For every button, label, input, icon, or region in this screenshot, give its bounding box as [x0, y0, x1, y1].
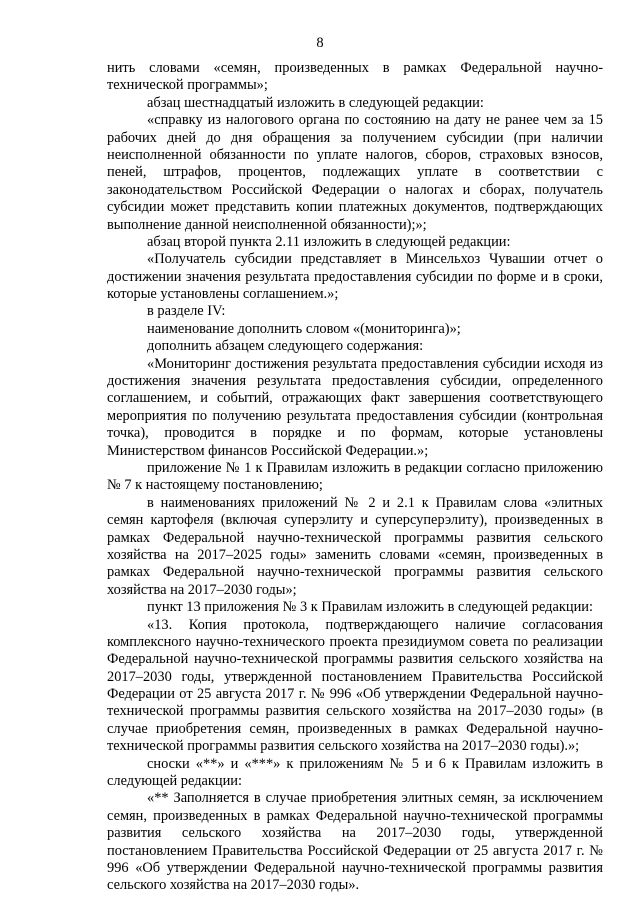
- paragraph: «Получатель субсидии представляет в Минсельхоз Чувашии отчет о достижении значения результата предоставления субсидии по форме и в сроки, которые установлены соглашением.»;: [107, 251, 603, 303]
- paragraph: в наименованиях приложений № 2 и 2.1 к Правилам слова «элитных семян картофеля (включая суперэлиту и суперсуперэлиту), произведенных в рамках Федеральной научно-технической программы развития сельского хозяйства на 2017–2025 годы» заменить словами «семян, произведенных в рамках Федеральной научно-технической программы развития сельского хозяйства на 2017–2030 годы»;: [107, 494, 603, 598]
- paragraph: «Мониторинг достижения результата предоставления субсидии исходя из достижения значения результата предоставления субсидии, определенного соглашением, и событий, отражающих факт завершения соответствующего мероприятия по получению результата предоставления субсидии (контрольная точка), проводится в порядке и по формам, которые установлены Министерством финансов Российской Федерации.»;: [107, 355, 603, 459]
- document-body: [107, 60, 603, 895]
- paragraph: приложение № 1 к Правилам изложить в редакции согласно приложению № 7 к настоящему постановлению;: [107, 459, 603, 494]
- paragraph: дополнить абзацем следующего содержания:: [147, 338, 424, 355]
- page-number: 8: [316, 35, 324, 51]
- paragraph: наименование дополнить словом «(мониторинга)»;: [147, 320, 461, 337]
- paragraph: «** Заполняется в случае приобретения элитных семян, за исключением семян, произведенных в рамках Федеральной научно-технической программы развития сельского хозяйства на 2017–2030 годы, утвержденной постановлением Правительства Российской Федерации от 25 августа 2017 г. № 996 «Об утверждении Федеральной научно-технической программы развития сельского хозяйства на 2017–2030 годы».: [107, 790, 603, 894]
- paragraph: в разделе IV:: [147, 303, 226, 320]
- paragraph: пункт 13 приложения № 3 к Правилам изложить в следующей редакции:: [147, 599, 593, 616]
- paragraph: сноски «**» и «***» к приложениям № 5 и 6 к Правилам изложить в следующей редакции:: [107, 755, 603, 790]
- paragraph: абзац шестнадцатый изложить в следующей редакции:: [147, 94, 484, 111]
- paragraph: абзац второй пункта 2.11 изложить в следующей редакции:: [147, 233, 511, 250]
- paragraph: «справку из налогового органа по состоянию на дату не ранее чем за 15 рабочих дней до дня обращения за получением субсидии (при наличии неисполненной обязанности по уплате налогов, сборов, страховых взносов, пеней, штрафов, процентов, подлежащих уплате в соответствии с законодательством Российской Федерации о налогах и сборах, получатель субсидии может представить копии платежных документов, подтверждающих выполнение данной неисполненной обязанности);»;: [107, 112, 603, 233]
- paragraph-continuation: нить словами «семян, произведенных в рамках Федеральной научно-технической программы»;: [107, 60, 603, 94]
- paragraph: «13. Копия протокола, подтверждающего наличие согласования комплексного научно-технического проекта президиумом совета по реализации Федеральной научно-технической программы развития сельского хозяйства на 2017–2030 годы, утвержденной постановлением Правительства Российской Федерации от 25 августа 2017 г. № 996 «Об утверждении Федеральной научно-технической программы развития сельского хозяйства на 2017–2030 годы» (в случае приобретения семян, произведенных в рамках Федеральной научно-технической программы развития сельского хозяйства на 2017–2030 годы).»;: [107, 616, 603, 755]
